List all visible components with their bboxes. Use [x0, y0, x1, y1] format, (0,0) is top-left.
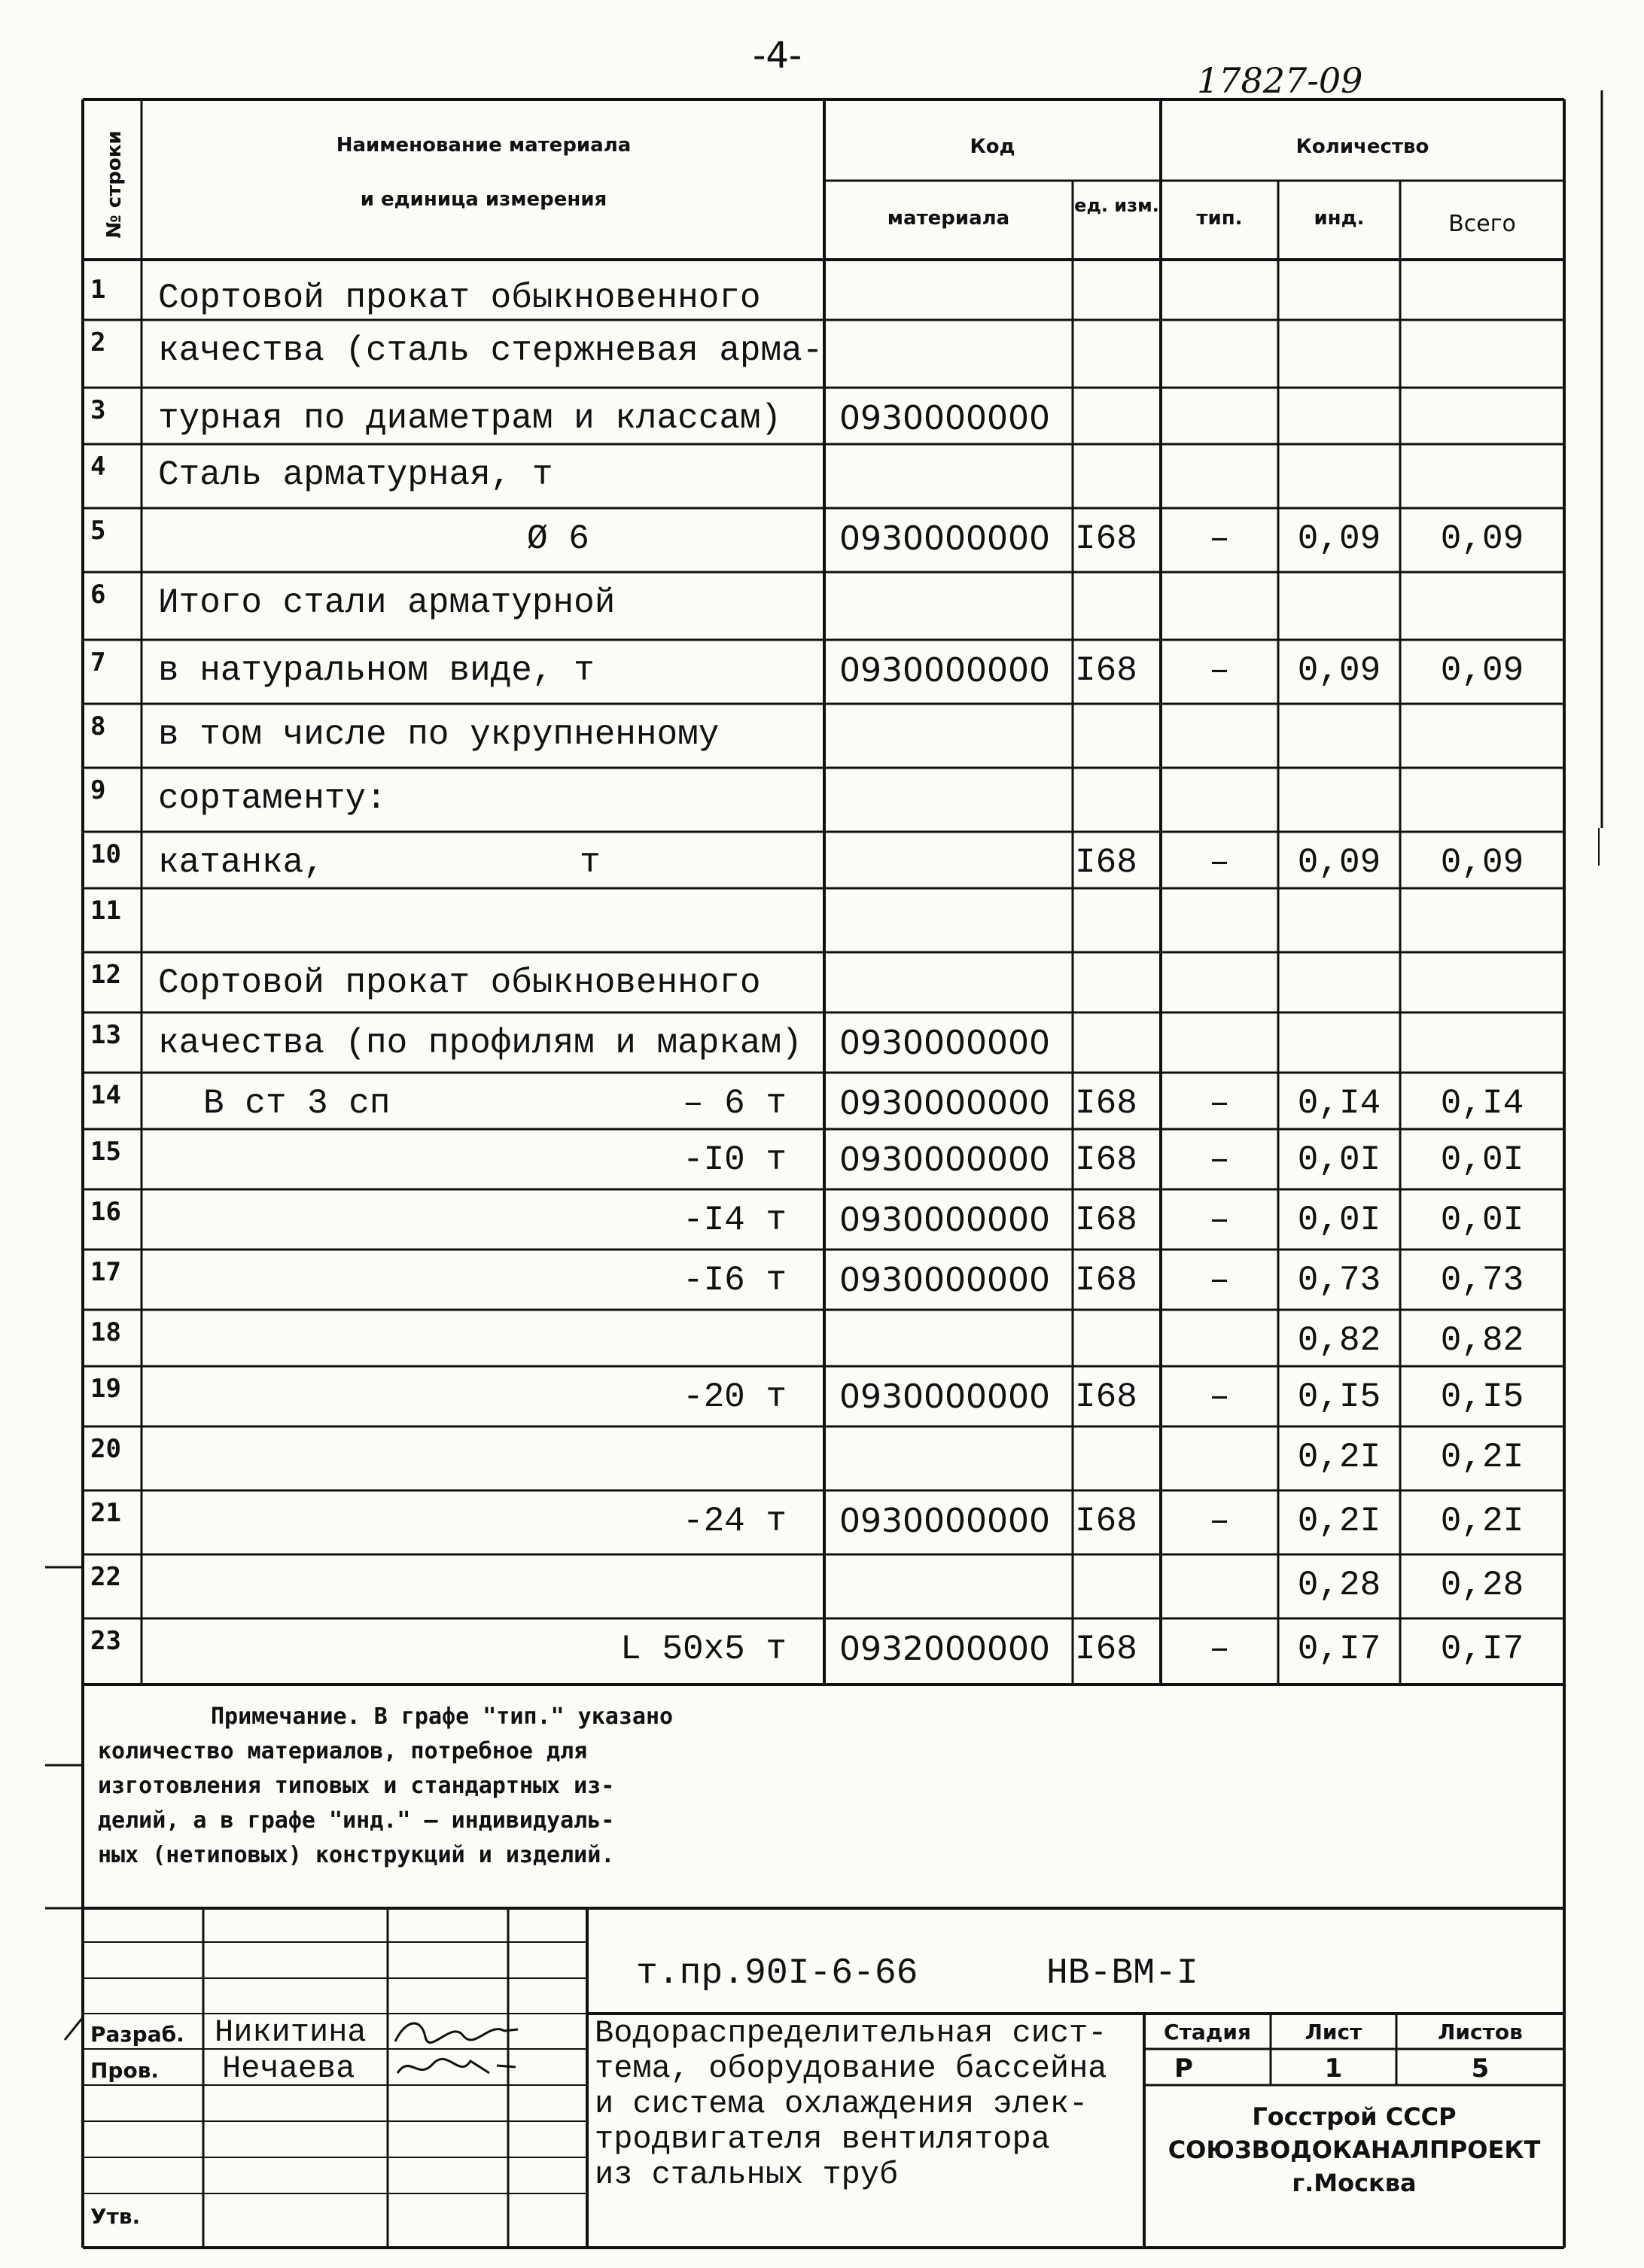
row-name-profile: -I6 т: [682, 1261, 787, 1300]
row-unit: I68: [1075, 1201, 1137, 1240]
row-ind: 0,82: [1297, 1321, 1381, 1360]
name-checker: Нечаева: [222, 2050, 355, 2087]
page-number: -4-: [753, 35, 802, 77]
row-name: катанка,: [158, 843, 324, 882]
row-total: 0,09: [1440, 843, 1524, 882]
footnote-line: количество материалов, потребное для: [98, 1738, 588, 1764]
row-code: 0930000000: [839, 1261, 1050, 1299]
footnote-line: делий, а в графе "инд." – индивидуаль-: [98, 1807, 615, 1834]
row-total: 0,73: [1440, 1261, 1524, 1300]
document-number: т.пр.90I-6-66: [636, 1953, 918, 1994]
row-code: 0930000000: [839, 399, 1050, 437]
row-total: 0,0I: [1440, 1140, 1524, 1180]
row-number: 14: [90, 1080, 121, 1110]
row-name: В ст 3 сп: [203, 1084, 391, 1123]
row-number: 23: [90, 1626, 121, 1656]
footnote-line: Примечание. В графе "тип." указано: [211, 1703, 674, 1730]
row-number: 3: [90, 395, 106, 425]
row-number: 20: [90, 1434, 121, 1464]
row-code: 0930000000: [839, 1502, 1050, 1540]
footnote-line: ных (нетиповых) конструкций и изделий.: [98, 1842, 615, 1868]
row-unit: I68: [1075, 1378, 1137, 1417]
row-total: 0,I7: [1440, 1630, 1524, 1669]
signature-developer: [391, 2014, 519, 2049]
row-typ: –: [1209, 1201, 1230, 1240]
row-number: 1: [90, 275, 106, 305]
row-name: Сортовой прокат обыкновенного: [158, 279, 761, 318]
organization-line: Госстрой СССР: [1252, 2102, 1457, 2131]
row-typ: –: [1209, 1084, 1230, 1123]
row-ind: 0,0I: [1297, 1140, 1381, 1180]
row-code: 0932000000: [839, 1630, 1050, 1668]
sheet-value: 1: [1324, 2053, 1343, 2084]
row-code: 0930000000: [839, 1140, 1050, 1179]
header-quantity-typ: тип.: [1196, 207, 1243, 230]
row-ind: 0,73: [1297, 1261, 1381, 1300]
row-number: 9: [90, 775, 106, 805]
row-name: сортаменту:: [158, 779, 387, 818]
row-total: 0,2I: [1440, 1502, 1524, 1541]
role-approver: Утв.: [90, 2204, 141, 2229]
row-ind: 0,I4: [1297, 1084, 1381, 1123]
header-quantity: Количество: [1295, 135, 1429, 158]
row-name: турная по диаметрам и классам): [158, 399, 782, 438]
document-mark: НВ-ВМ-I: [1046, 1953, 1198, 1994]
row-code: 0930000000: [839, 519, 1050, 558]
row-number: 13: [90, 1020, 121, 1050]
row-name: качества (по профилям и маркам): [158, 1024, 802, 1063]
document-code: 17827-09: [1197, 60, 1363, 101]
row-typ: –: [1209, 651, 1230, 690]
row-number: 10: [90, 839, 121, 869]
header-code: Код: [970, 135, 1015, 158]
row-name-profile: – 6 т: [682, 1084, 787, 1123]
row-code: 0930000000: [839, 1024, 1050, 1062]
organization-line: СОЮЗВОДОКАНАЛПРОЕКТ: [1168, 2136, 1541, 2164]
row-name-profile: -20 т: [682, 1378, 787, 1417]
row-name: Сортовой прокат обыкновенного: [158, 964, 761, 1003]
row-number: 11: [90, 896, 121, 926]
drawing-title: [595, 2016, 1107, 2193]
sheet-label: Лист: [1305, 2020, 1362, 2044]
row-code: 0930000000: [839, 651, 1050, 690]
stage-label: Стадия: [1164, 2020, 1251, 2044]
row-typ: –: [1209, 1502, 1230, 1541]
row-number: 18: [90, 1317, 121, 1347]
row-total: 0,0I: [1440, 1201, 1524, 1240]
stage-value: Р: [1174, 2053, 1193, 2084]
row-total: 0,09: [1440, 519, 1524, 559]
role-developer: Разраб.: [90, 2022, 184, 2047]
row-number: 19: [90, 1374, 121, 1404]
row-typ: –: [1209, 1378, 1230, 1417]
row-name: Ø 6: [527, 519, 589, 559]
row-name: в натуральном виде, т: [158, 651, 595, 690]
row-number: 5: [90, 516, 106, 546]
row-number: 8: [90, 711, 106, 741]
header-name-line2: и единица измерения: [360, 188, 607, 211]
row-number: 22: [90, 1562, 121, 1592]
row-total: 0,2I: [1440, 1438, 1524, 1477]
row-name-profile: L 50x5 т: [620, 1630, 787, 1669]
row-typ: –: [1209, 1630, 1230, 1669]
row-unit: I68: [1075, 1084, 1137, 1123]
drawing-title-line: тема, оборудование бассейна: [595, 2050, 1107, 2087]
row-number: 4: [90, 452, 106, 482]
row-ind: 0,I7: [1297, 1630, 1381, 1669]
header-name-line1: Наименование материала: [336, 134, 632, 157]
row-number: 15: [90, 1137, 121, 1167]
footnote-line: изготовления типовых и стандартных из-: [98, 1773, 615, 1799]
row-name: Итого стали арматурной: [158, 583, 616, 623]
row-typ: –: [1209, 843, 1230, 882]
row-name-profile: -24 т: [682, 1502, 787, 1541]
row-name: качества (сталь стержневая арма-: [158, 331, 824, 370]
organization-line: г.Москва: [1292, 2169, 1417, 2197]
row-name-unit: т: [580, 843, 601, 882]
row-ind: 0,28: [1297, 1566, 1381, 1605]
role-checker: Пров.: [90, 2058, 160, 2083]
row-total: 0,I5: [1440, 1378, 1524, 1417]
row-unit: I68: [1075, 1502, 1137, 1541]
row-number: 6: [90, 580, 106, 610]
row-typ: –: [1209, 1140, 1230, 1180]
row-ind: 0,09: [1297, 843, 1381, 882]
row-number: 2: [90, 327, 106, 358]
row-typ: –: [1209, 1261, 1230, 1300]
drawing-title-line: тродвигателя вентилятора: [595, 2121, 1050, 2157]
header-code-unit: ед. изм.: [1074, 195, 1159, 216]
row-ind: 0,2I: [1297, 1502, 1381, 1541]
row-name: в том числе по укрупненному: [158, 715, 720, 754]
drawing-title-line: Водораспределительная сист-: [595, 2015, 1107, 2051]
row-unit: I68: [1075, 651, 1137, 690]
row-name-profile: -I4 т: [682, 1201, 787, 1240]
drawing-title-line: и система охлаждения элек-: [595, 2086, 1088, 2122]
header-row-number: № строки: [103, 130, 126, 239]
row-number: 21: [90, 1498, 121, 1528]
row-number: 12: [90, 960, 121, 990]
row-code: 0930000000: [839, 1201, 1050, 1239]
row-ind: 0,I5: [1297, 1378, 1381, 1417]
drawing-title-line: из стальных труб: [595, 2157, 899, 2193]
row-ind: 0,09: [1297, 651, 1381, 690]
row-unit: I68: [1075, 1261, 1137, 1300]
row-total: 0,09: [1440, 651, 1524, 690]
row-number: 7: [90, 647, 106, 677]
header-quantity-total: Всего: [1448, 211, 1516, 237]
row-unit: I68: [1075, 1140, 1137, 1180]
header-quantity-ind: инд.: [1314, 207, 1365, 230]
row-name: Сталь арматурная, т: [158, 455, 553, 495]
row-unit: I68: [1075, 843, 1137, 882]
row-typ: –: [1209, 519, 1230, 559]
row-unit: I68: [1075, 519, 1137, 559]
row-number: 17: [90, 1257, 121, 1287]
row-total: 0,82: [1440, 1321, 1524, 1360]
sheets-value: 5: [1471, 2053, 1490, 2084]
row-unit: I68: [1075, 1630, 1137, 1669]
row-code: 0930000000: [839, 1084, 1050, 1122]
signature-checker: [391, 2050, 519, 2085]
row-name-profile: -I0 т: [682, 1140, 787, 1180]
row-total: 0,I4: [1440, 1084, 1524, 1123]
footnote: [98, 1700, 775, 1873]
sheets-label: Листов: [1438, 2020, 1523, 2044]
row-number: 16: [90, 1197, 121, 1227]
header-code-material: материала: [887, 207, 1010, 230]
row-ind: 0,2I: [1297, 1438, 1381, 1477]
row-ind: 0,09: [1297, 519, 1381, 559]
row-total: 0,28: [1440, 1566, 1524, 1605]
row-ind: 0,0I: [1297, 1201, 1381, 1240]
row-code: 0930000000: [839, 1378, 1050, 1416]
organization: [1144, 2100, 1564, 2200]
name-developer: Никитина: [215, 2014, 367, 2050]
